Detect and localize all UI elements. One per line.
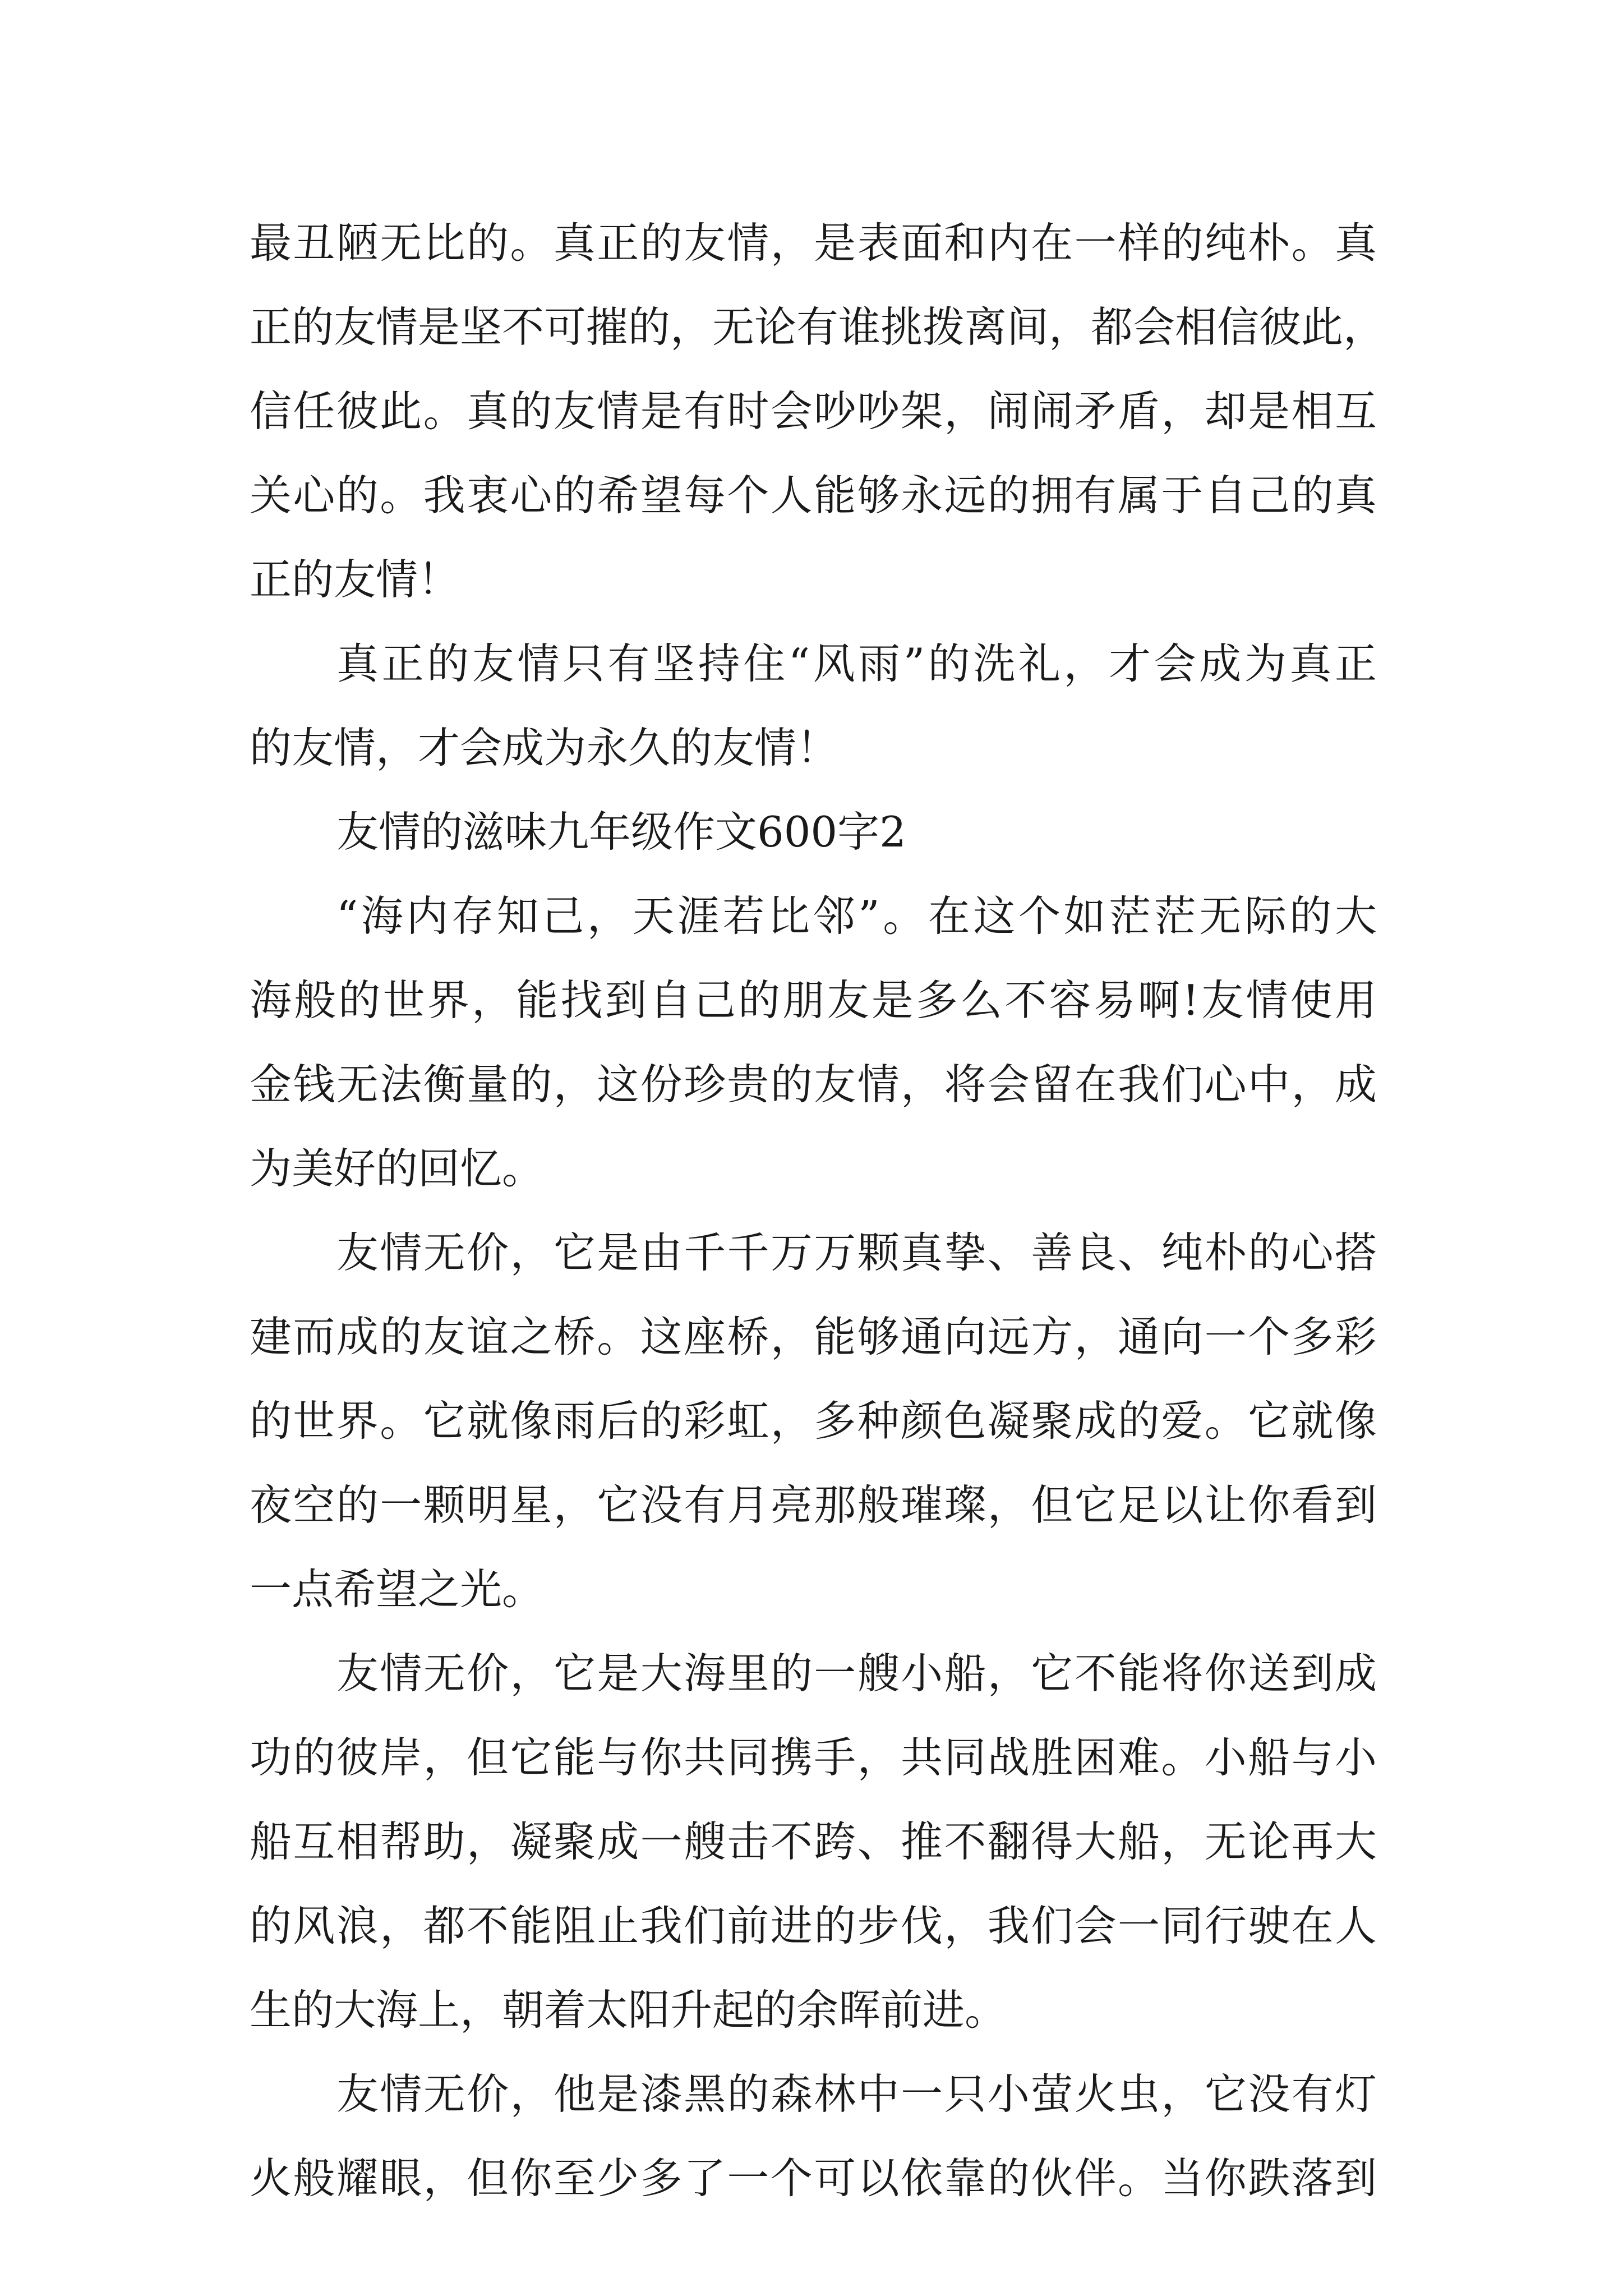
text-line: 的风浪，都不能阻止我们前进的步伐，我们会一同行驶在人 bbox=[250, 1901, 1377, 1950]
text-line: 最丑陋无比的。真正的友情，是表面和内在一样的纯朴。真 bbox=[250, 218, 1377, 268]
text-line: 一点希望之光。 bbox=[250, 1565, 545, 1614]
section-heading: 友情的滋味九年级作文600字2 bbox=[336, 807, 906, 857]
text-line: 金钱无法衡量的，这份珍贵的友情，将会留在我们心中，成 bbox=[250, 1060, 1377, 1109]
text-line: 正的友情是坚不可摧的，无论有谁挑拨离间，都会相信彼此， bbox=[250, 302, 1386, 352]
text-line: “海内存知己，天涯若比邻”。在这个如茫茫无际的大 bbox=[336, 891, 1377, 941]
text-line: 生的大海上，朝着太阳升起的余晖前进。 bbox=[250, 1985, 1007, 2035]
text-line: 船互相帮助，凝聚成一艘击不跨、推不翻得大船，无论再大 bbox=[250, 1817, 1377, 1866]
text-line: 建而成的友谊之桥。这座桥，能够通向远方，通向一个多彩 bbox=[250, 1312, 1377, 1361]
text-line: 的世界。它就像雨后的彩虹，多种颜色凝聚成的爱。它就像 bbox=[250, 1396, 1377, 1446]
text-line: 功的彼岸，但它能与你共同携手，共同战胜困难。小船与小 bbox=[250, 1733, 1377, 1782]
text-line: 真正的友情只有坚持住“风雨”的洗礼，才会成为真正 bbox=[336, 639, 1377, 688]
text-line: 友情无价，他是漆黑的森林中一只小萤火虫，它没有灯 bbox=[336, 2069, 1377, 2119]
text-line: 夜空的一颗明星，它没有月亮那般璀璨，但它足以让你看到 bbox=[250, 1480, 1377, 1530]
text-line: 友情无价，它是大海里的一艘小船，它不能将你送到成 bbox=[336, 1649, 1377, 1698]
text-line: 友情无价，它是由千千万万颗真挚、善良、纯朴的心搭 bbox=[336, 1228, 1377, 1277]
text-line: 为美好的回忆。 bbox=[250, 1144, 545, 1193]
text-line: 正的友情！ bbox=[250, 555, 460, 604]
text-line: 关心的。我衷心的希望每个人能够永远的拥有属于自己的真 bbox=[250, 471, 1377, 520]
text-line: 的友情，才会成为永久的友情！ bbox=[250, 723, 839, 772]
text-line: 海般的世界，能找到自己的朋友是多么不容易啊!友情使用 bbox=[250, 976, 1377, 1025]
text-line: 信任彼此。真的友情是有时会吵吵架，闹闹矛盾，却是相互 bbox=[250, 386, 1377, 436]
text-line: 火般耀眼，但你至少多了一个可以依靠的伙伴。当你跌落到 bbox=[250, 2154, 1377, 2203]
